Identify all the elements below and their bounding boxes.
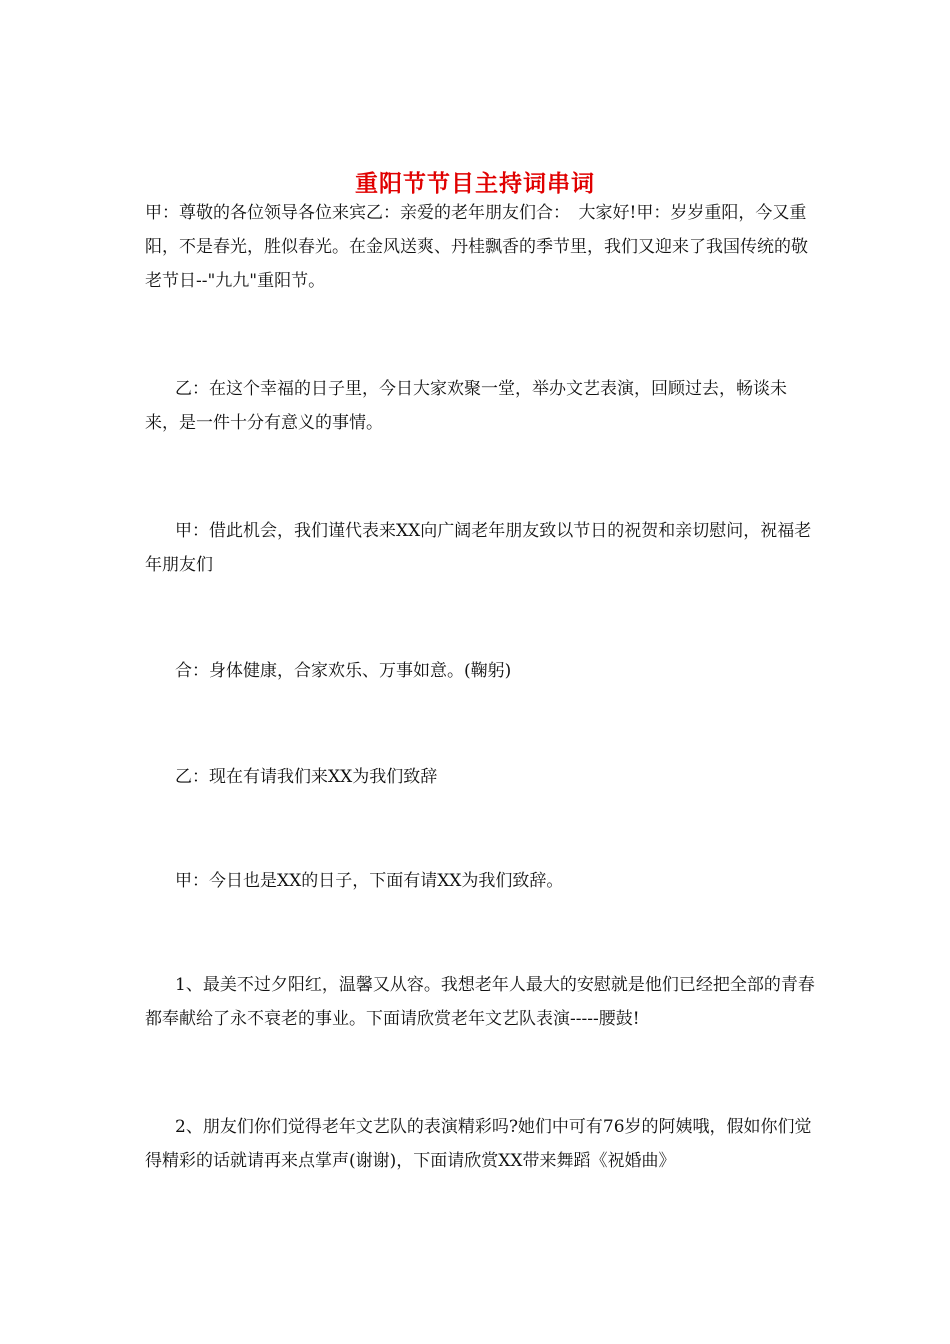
paragraph-opening: 甲：尊敬的各位领导各位来宾乙：亲爱的老年朋友们合： 大家好!甲：岁岁重阳，今又重阳，不是春光，胜似春光。在金风送爽、丹桂飘香的季节里，我们又迎来了我国传统的敬老节日--"九九"重阳节。: [145, 203, 808, 291]
paragraph-he-wishes: 合：身体健康，合家欢乐、万事如意。(鞠躬): [175, 661, 512, 681]
paragraph-item-2: 2、朋友们你们觉得老年文艺队的表演精彩吗?她们中可有76岁的阿姨哦，假如你们觉得精彩的话就请再来点掌声(谢谢)，下面请欣赏XX带来舞蹈《祝婚曲》: [145, 1117, 812, 1171]
document-title: 重阳节节目主持词串词: [355, 170, 595, 198]
paragraph-item-1: 1、最美不过夕阳红，温馨又从容。我想老年人最大的安慰就是他们已经把全部的青春都奉献给了永不衰老的事业。下面请欣赏老年文艺队表演-----腰鼓!: [145, 975, 815, 1029]
paragraph-yi-invite: 乙：现在有请我们来XX为我们致辞: [175, 767, 438, 787]
paragraph-yi-intro: 乙：在这个幸福的日子里，今日大家欢聚一堂，举办文艺表演，回顾过去，畅谈未来，是一件十分有意义的事情。: [145, 379, 787, 433]
paragraph-jia-greeting: 甲：借此机会，我们谨代表来XX向广阔老年朋友致以节日的祝贺和亲切慰问，祝福老年朋友们: [145, 521, 812, 575]
paragraph-jia-invite: 甲：今日也是XX的日子，下面有请XX为我们致辞。: [175, 871, 564, 891]
